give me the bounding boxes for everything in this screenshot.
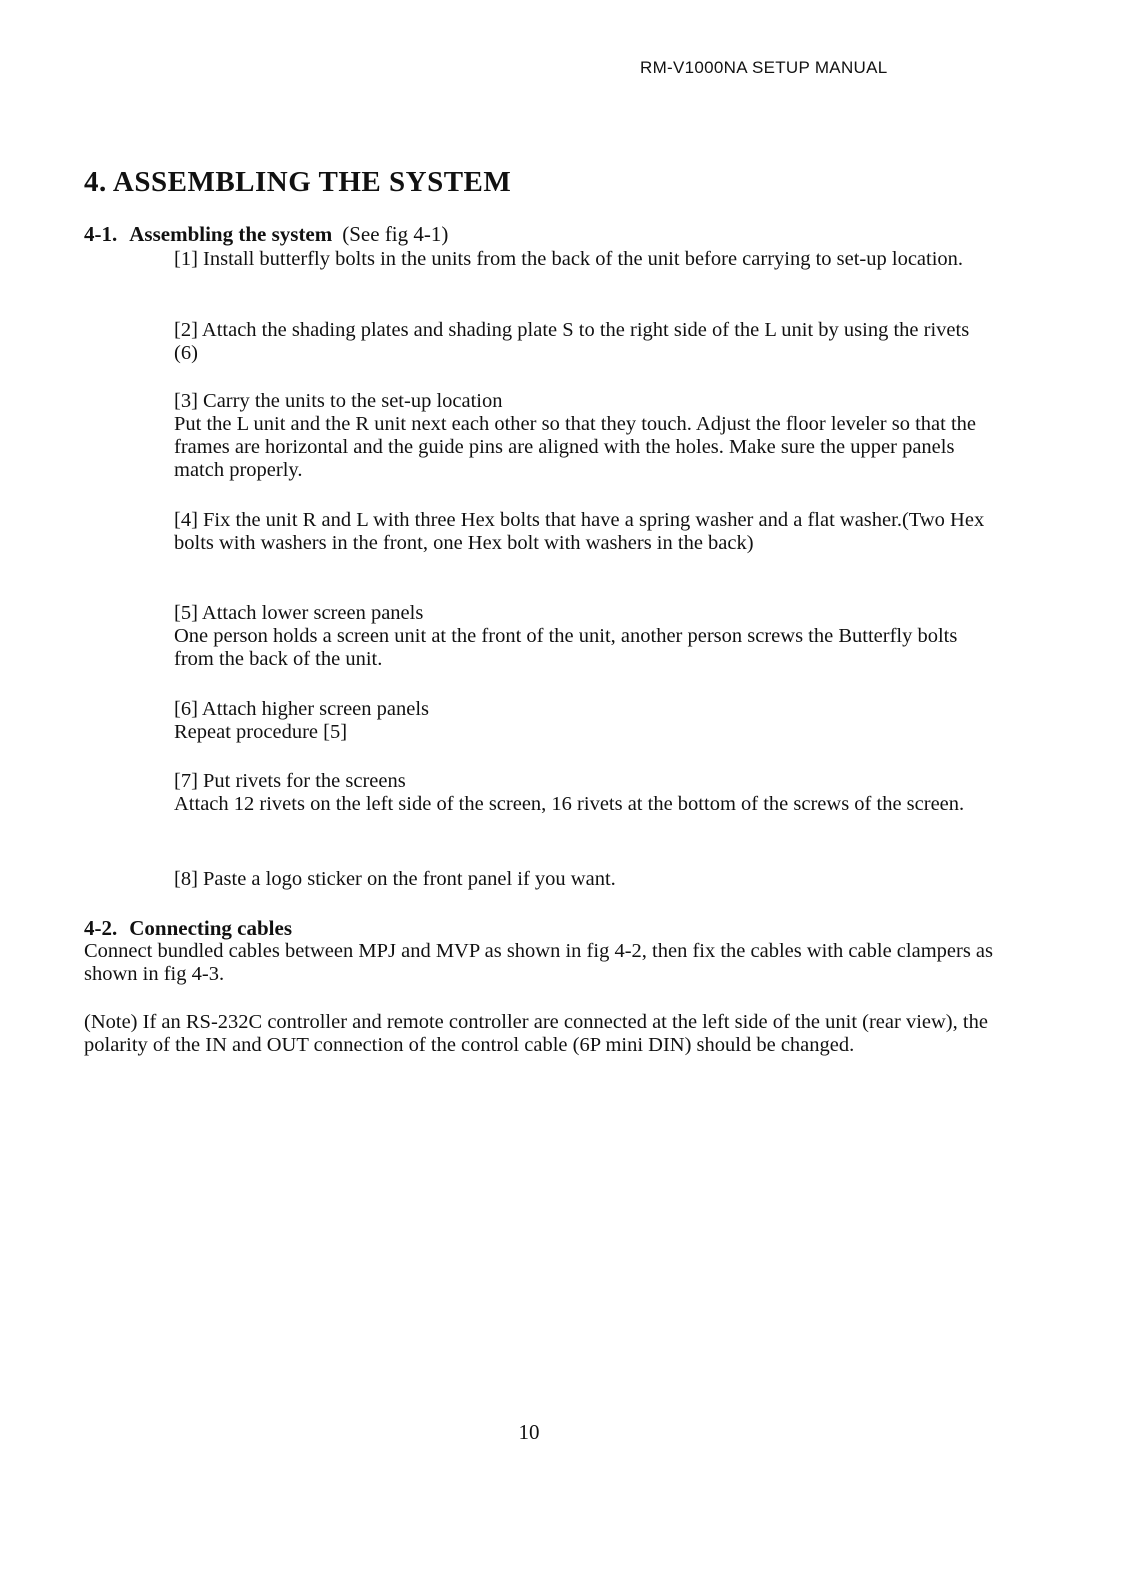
step-text: [4] Fix the unit R and L with three Hex bolts that have a spring washer and a flat washer.(Two Hex bolts with washers in the front, one Hex bolt with washers in the back)	[174, 509, 985, 554]
section-number: 4-1.	[84, 222, 118, 246]
section-heading-4-1	[84, 222, 448, 247]
step-title: [7] Put rivets for the screens	[174, 770, 406, 792]
step-text: [1] Install butterfly bolts in the units from the back of the unit before carrying to set-up location.	[174, 248, 964, 270]
step-text: Repeat procedure [5]	[174, 721, 348, 743]
step-text: [2] Attach the shading plates and shading plate S to the right side of the L unit by using the rivets (6)	[174, 319, 970, 364]
figure-reference: (See fig 4-1)	[342, 222, 449, 246]
step-5	[174, 602, 994, 671]
note-paragraph: (Note) If an RS-232C controller and remote controller are connected at the left side of the unit (rear view), the polarity of the IN and OUT connection of the control cable (6P mini DIN) should be changed.	[84, 1011, 988, 1056]
step-1	[174, 248, 994, 271]
section-title: Assembling the system	[129, 222, 333, 246]
running-header: RM-V1000NA SETUP MANUAL	[640, 58, 888, 77]
step-title: [5] Attach lower screen panels	[174, 602, 424, 624]
chapter-title: 4. ASSEMBLING THE SYSTEM	[84, 166, 512, 198]
step-2	[174, 319, 994, 365]
step-text: One person holds a screen unit at the front of the unit, another person screws the Butterfly bolts from the back of the unit.	[174, 625, 958, 670]
section-body: Connect bundled cables between MPJ and MVP as shown in fig 4-2, then fix the cables with cable clampers as shown in fig 4-3.	[84, 940, 993, 985]
step-text: Attach 12 rivets on the left side of the screen, 16 rivets at the bottom of the screws of the screen.	[174, 793, 965, 815]
step-4	[174, 509, 994, 555]
section-number: 4-2.	[84, 916, 118, 940]
step-text: Put the L unit and the R unit next each other so that they touch. Adjust the floor leveler so that the frames are horizontal and the guide pins are aligned with the holes. Make sure the upper panels match properly.	[174, 413, 976, 481]
section-heading-4-2	[84, 916, 292, 941]
step-text: [8] Paste a logo sticker on the front panel if you want.	[174, 868, 616, 890]
step-title: [6] Attach higher screen panels	[174, 698, 430, 720]
page-number: 10	[518, 1420, 540, 1444]
step-title: [3] Carry the units to the set-up location	[174, 390, 503, 412]
step-6	[174, 698, 994, 744]
step-7	[174, 770, 994, 816]
step-3	[174, 390, 994, 482]
step-8	[174, 868, 994, 891]
section-title: Connecting cables	[129, 916, 292, 940]
